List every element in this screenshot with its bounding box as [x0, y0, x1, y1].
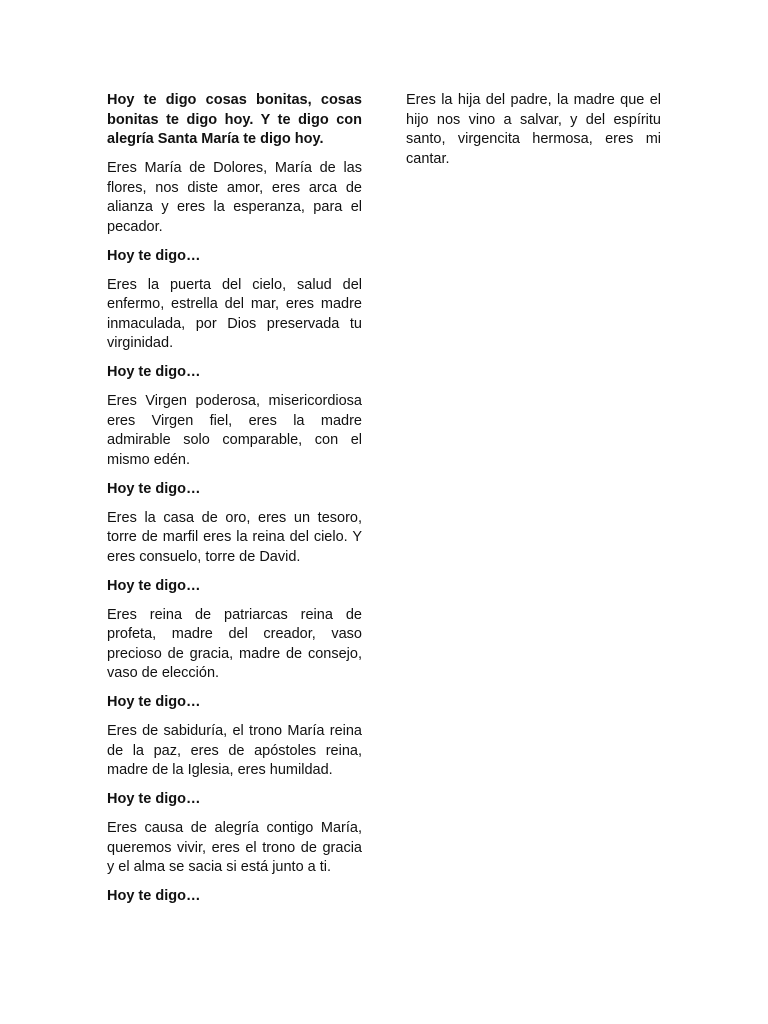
refrain-7: Hoy te digo… [107, 888, 201, 904]
stanza-3: Eres Virgen poderosa, misericordiosa eres Virgen fiel, eres la madre admirable solo comparable, con el mismo edén. [107, 393, 362, 468]
refrain-5: Hoy te digo… [107, 694, 201, 710]
stanza-2: Eres la puerta del cielo, salud del enfermo, estrella del mar, eres madre inmaculada, por Dios preservada tu virginidad. [107, 276, 362, 351]
refrain-1: Hoy te digo… [107, 247, 201, 264]
stanza-8: Eres la hija del padre, la madre que el hijo nos vino a salvar, y del espíritu santo, virgencita hermosa, eres mi cantar. [406, 92, 661, 167]
refrain-2: Hoy te digo… [107, 364, 201, 380]
stanza-5: Eres reina de patriarcas reina de profeta, madre del creador, vaso precioso de gracia, madre de consejo, vaso de elección. [107, 606, 362, 681]
refrain-6: Hoy te digo… [107, 791, 201, 807]
stanza-4: Eres la casa de oro, eres un tesoro, torre de marfil eres la reina del cielo. Y eres consuelo, torre de David. [107, 509, 362, 565]
refrain-4: Hoy te digo… [107, 577, 201, 594]
refrain-3: Hoy te digo… [107, 480, 201, 497]
stanza-1: Eres María de Dolores, María de las flores, nos diste amor, eres arca de alianza y eres la esperanza, para el pecador. [107, 160, 362, 235]
stanza-6: Eres de sabiduría, el trono María reina de la paz, eres de apóstoles reina, madre de la Iglesia, eres humildad. [107, 723, 362, 778]
left-column [107, 91, 362, 916]
stanza-7: Eres causa de alegría contigo María, queremos vivir, eres el trono de gracia y el alma se sacia si está junto a ti. [107, 820, 362, 875]
song-intro: Hoy te digo cosas bonitas, cosas bonitas te digo hoy. Y te digo con alegría Santa María te digo hoy. [107, 92, 362, 147]
right-column [406, 91, 661, 179]
